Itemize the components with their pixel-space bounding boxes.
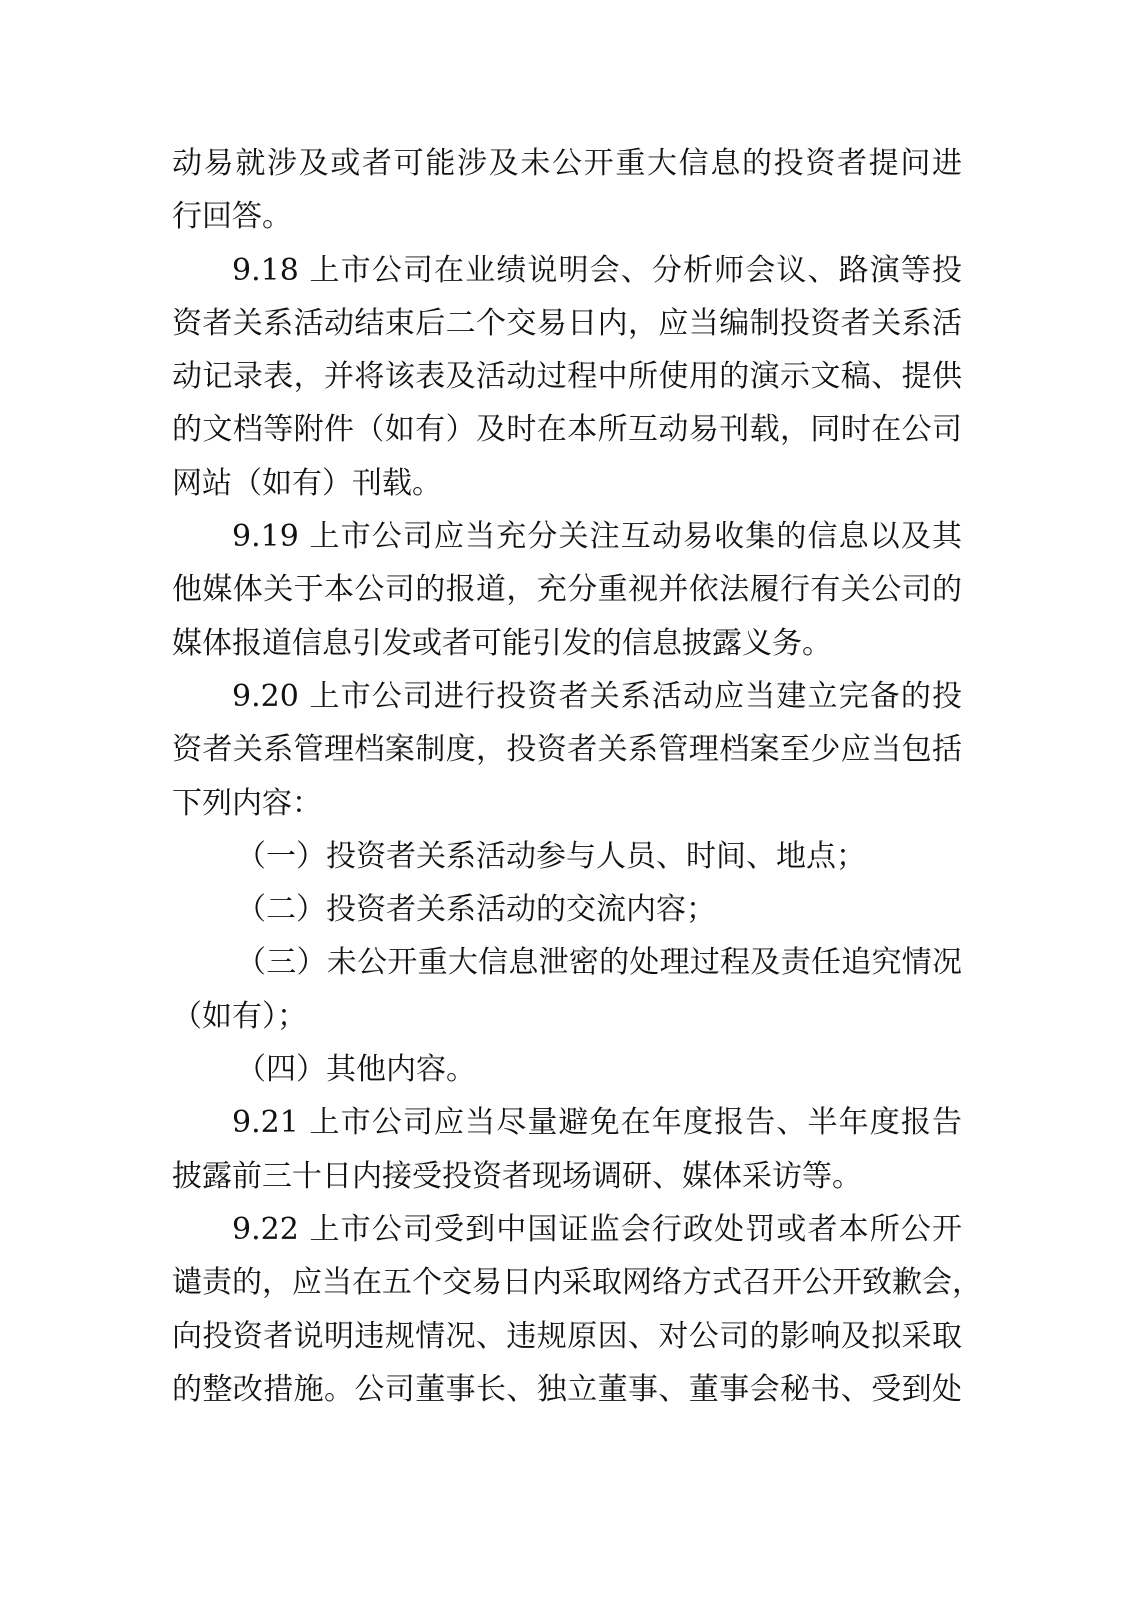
text-line: 网站（如有）刊载。 bbox=[172, 465, 442, 501]
text-line: 谴责的，应当在五个交易日内采取网络方式召开公开致歉会， bbox=[172, 1265, 982, 1301]
text-line: 的整改措施。公司董事长、独立董事、董事会秘书、受到处 bbox=[172, 1371, 962, 1407]
text-line: 他媒体关于本公司的报道，充分重视并依法履行有关公司的 bbox=[172, 572, 962, 608]
clause-9-21: 9.21 上市公司应当尽量避免在年度报告、半年度报告 bbox=[232, 1105, 962, 1141]
text-line: 下列内容： bbox=[172, 785, 322, 821]
text-line: （如有）； bbox=[172, 998, 307, 1034]
text-line: 动易就涉及或者可能涉及未公开重大信息的投资者提问进 bbox=[172, 146, 962, 181]
clause-9-19: 9.19 上市公司应当充分关注互动易收集的信息以及其 bbox=[232, 519, 962, 555]
text-line: 资者关系活动结束后二个交易日内，应当编制投资者关系活 bbox=[172, 305, 962, 341]
clause-9-20: 9.20 上市公司进行投资者关系活动应当建立完备的投 bbox=[232, 678, 962, 714]
text-line: 披露前三十日内接受投资者现场调研、媒体采访等。 bbox=[172, 1158, 862, 1194]
text-line: 向投资者说明违规情况、违规原因、对公司的影响及拟采取 bbox=[172, 1318, 962, 1354]
list-item: （三）未公开重大信息泄密的处理过程及责任追究情况 bbox=[236, 945, 962, 981]
text-line: 动记录表，并将该表及活动过程中所使用的演示文稿、提供 bbox=[172, 359, 962, 395]
body-text bbox=[172, 137, 982, 1416]
list-item: （二）投资者关系活动的交流内容； bbox=[236, 892, 716, 928]
text-line: 资者关系管理档案制度，投资者关系管理档案至少应当包括 bbox=[172, 732, 962, 768]
list-item: （一）投资者关系活动参与人员、时间、地点； bbox=[236, 838, 866, 874]
clause-9-18: 9.18 上市公司在业绩说明会、分析师会议、路演等投 bbox=[232, 252, 962, 288]
text-line: 行回答。 bbox=[172, 199, 292, 235]
list-item: （四）其他内容。 bbox=[236, 1052, 476, 1088]
text-line: 媒体报道信息引发或者可能引发的信息披露义务。 bbox=[172, 625, 832, 661]
text-line: 的文档等附件（如有）及时在本所互动易刊载，同时在公司 bbox=[172, 412, 962, 448]
clause-9-22: 9.22 上市公司受到中国证监会行政处罚或者本所公开 bbox=[232, 1211, 962, 1247]
